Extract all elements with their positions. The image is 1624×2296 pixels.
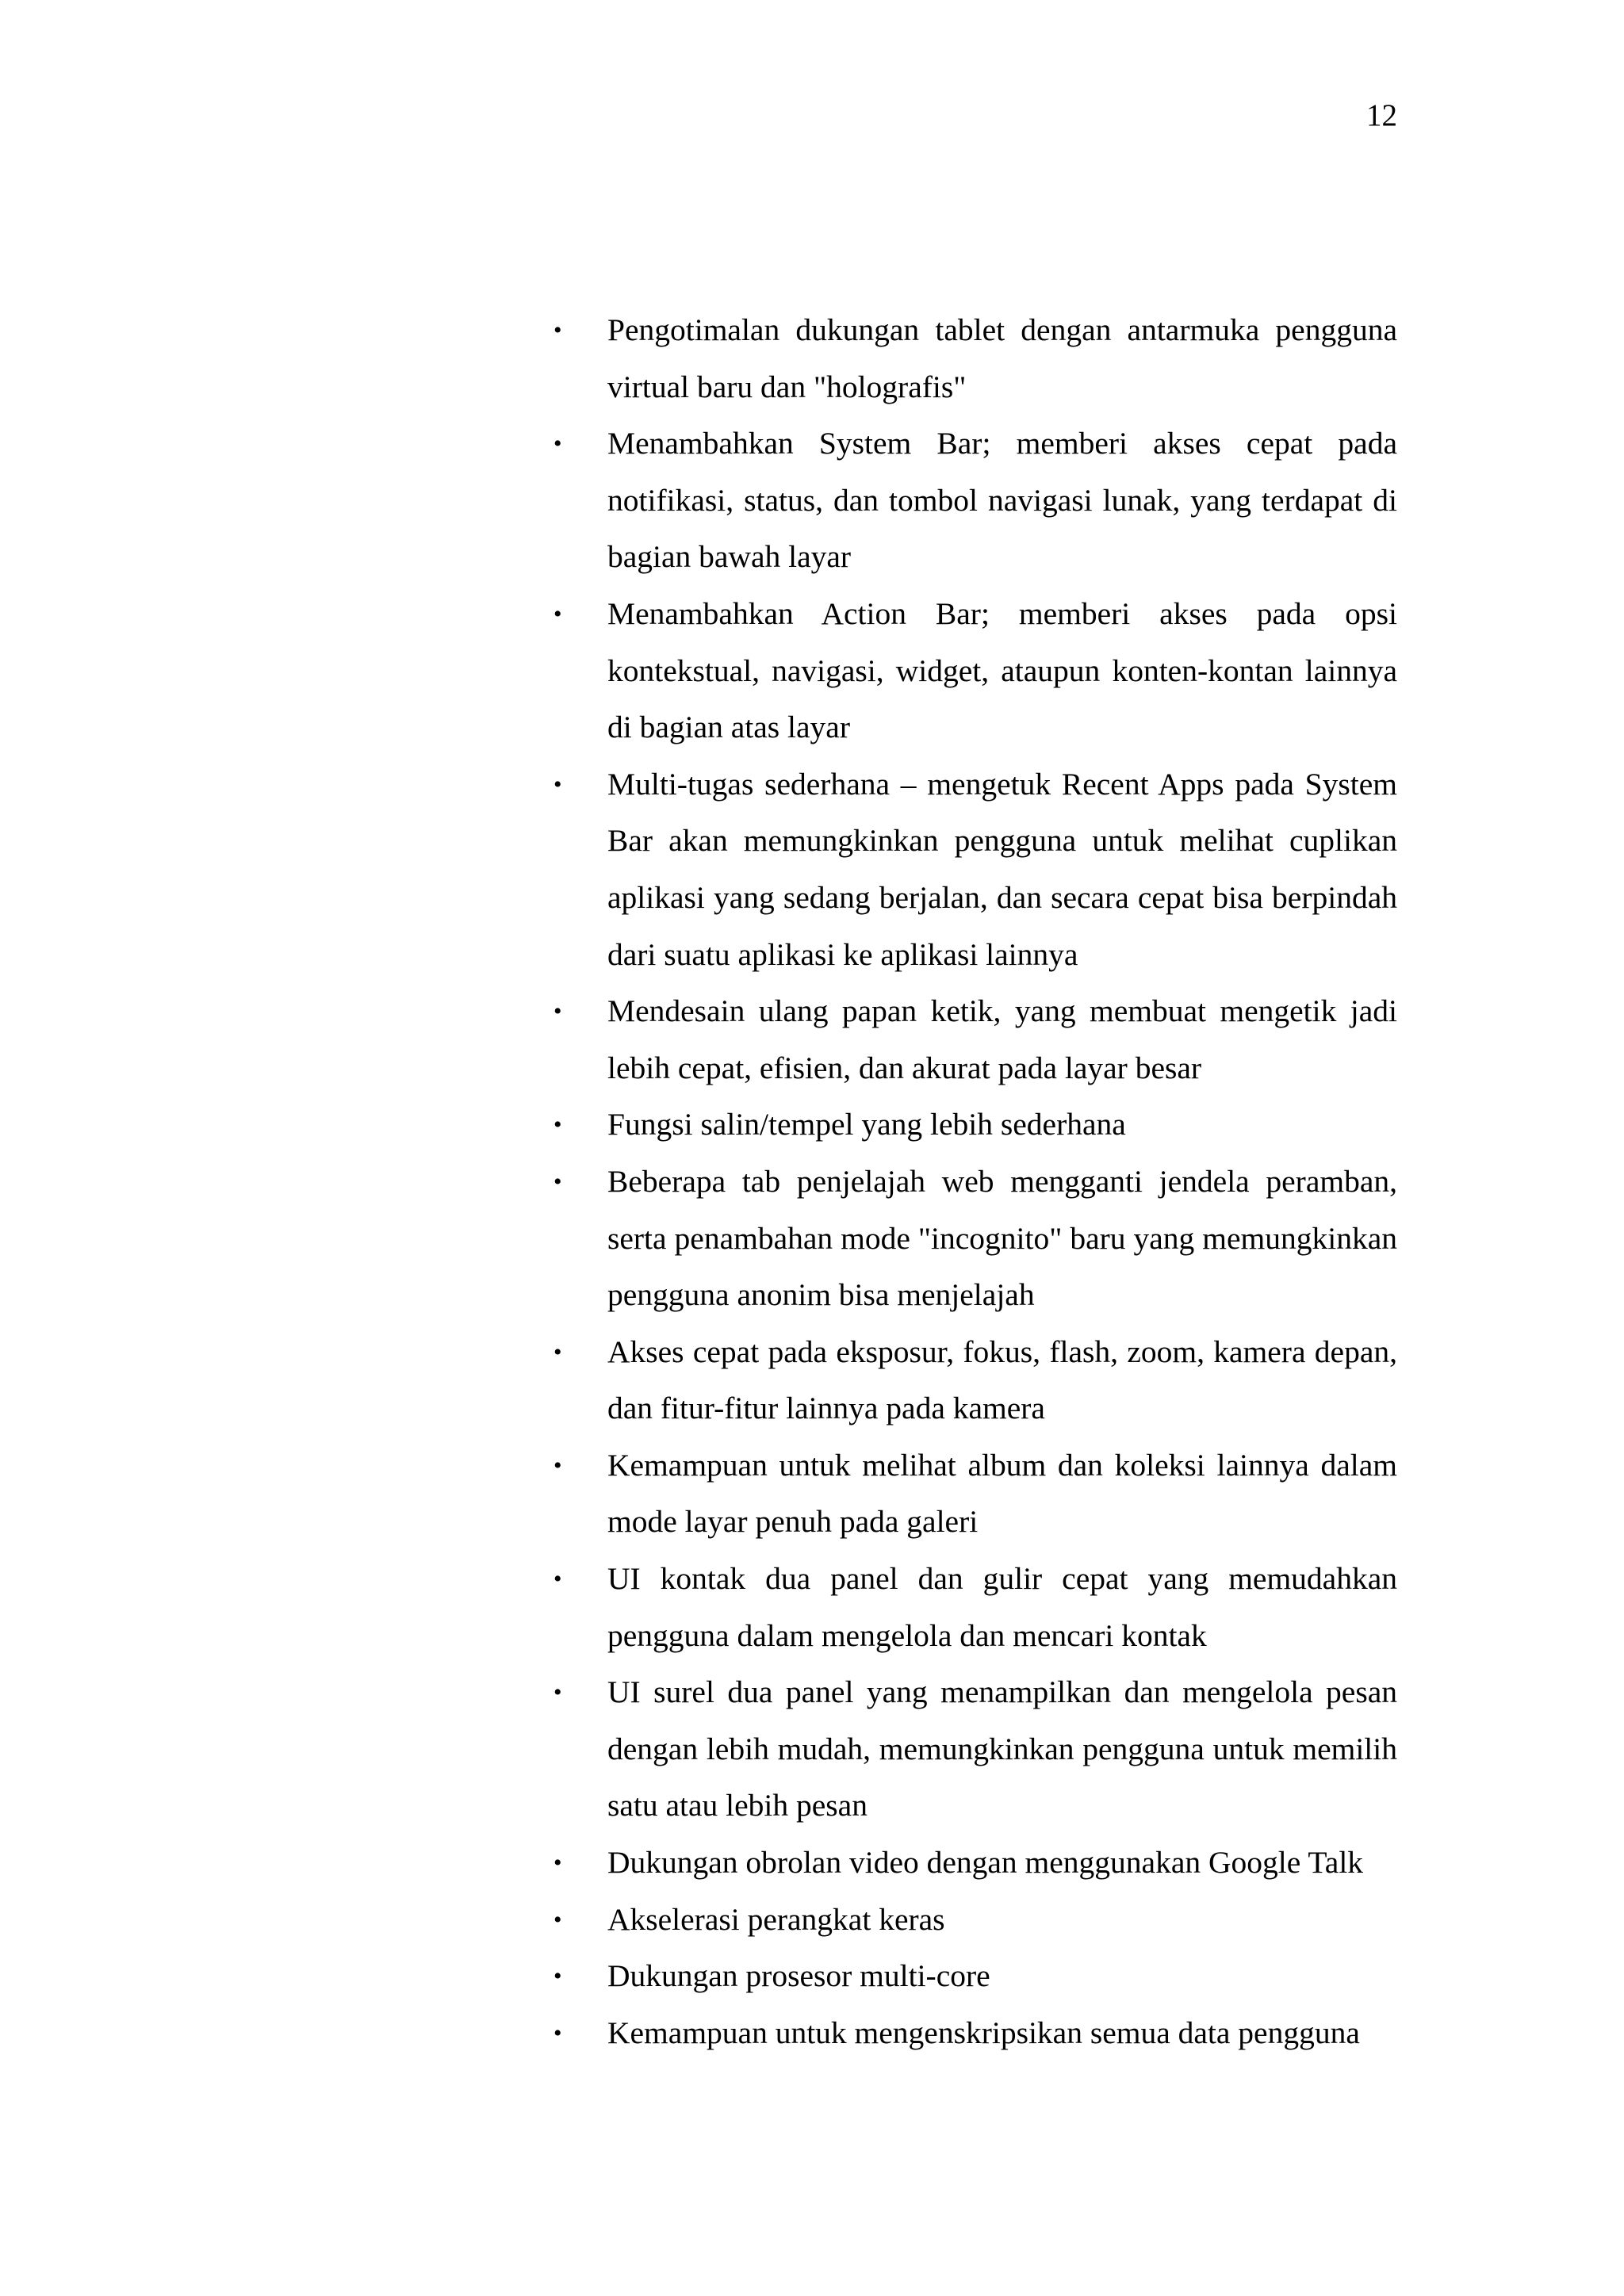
- list-item: [547, 1948, 1397, 2005]
- list-item: [547, 983, 1397, 1096]
- list-item-text: Dukungan prosesor multi-core: [607, 1958, 990, 1994]
- bullet-dot-icon: •: [553, 317, 562, 343]
- list-item-text: Mendesain ulang papan ketik, yang membuat mengetik jadi lebih cepat, efisien, dan akurat pada layar besar: [607, 993, 1397, 1085]
- bullet-dot-icon: •: [553, 1112, 562, 1138]
- bullet-dot-icon: •: [553, 1338, 562, 1365]
- bullet-dot-icon: •: [553, 430, 562, 457]
- bullet-dot-icon: •: [553, 1850, 562, 1877]
- list-item: [547, 302, 1397, 415]
- bullet-dot-icon: •: [553, 1168, 562, 1195]
- list-item-text: Akses cepat pada eksposur, fokus, flash, zoom, kamera depan, dan fitur-fitur lainnya pada kamera: [607, 1334, 1397, 1426]
- list-item: [547, 2005, 1397, 2062]
- bullet-dot-icon: •: [553, 1906, 562, 1933]
- list-item-text: Kemampuan untuk melihat album dan koleksi lainnya dalam mode layar penuh pada galeri: [607, 1447, 1397, 1540]
- list-item-text: UI kontak dua panel dan gulir cepat yang memudahkan pengguna dalam mengelola dan mencari kontak: [607, 1561, 1397, 1653]
- bullet-dot-icon: •: [553, 1679, 562, 1706]
- list-item: [547, 1437, 1397, 1551]
- list-item: [547, 756, 1397, 983]
- bullet-dot-icon: •: [553, 771, 562, 798]
- list-item-text: Multi-tugas sederhana – mengetuk Recent Apps pada System Bar akan memungkinkan pengguna untuk melihat cuplikan aplikasi yang sedang berjalan, dan secara cepat bisa berpindah dari suatu aplikasi ke aplikasi lainnya: [607, 766, 1397, 972]
- bullet-dot-icon: •: [553, 1963, 562, 1990]
- list-item: [547, 1664, 1397, 1835]
- list-item-text: Menambahkan System Bar; memberi akses cepat pada notifikasi, status, dan tombol navigasi lunak, yang terdapat di bagian bawah layar: [607, 426, 1397, 575]
- bullet-dot-icon: •: [553, 998, 562, 1025]
- list-item: [547, 1892, 1397, 1949]
- list-item-text: Menambahkan Action Bar; memberi akses pada opsi kontekstual, navigasi, widget, ataupun konten-kontan lainnya di bagian atas layar: [607, 595, 1397, 745]
- list-item-text: Akselerasi perangkat keras: [607, 1901, 945, 1937]
- bullet-dot-icon: •: [553, 1566, 562, 1593]
- feature-bullet-list: [547, 302, 1397, 2061]
- list-item-text: Beberapa tab penjelajah web mengganti jendela peramban, serta penambahan mode "incognito" baru yang memungkinkan pengguna anonim bisa menjelajah: [607, 1163, 1397, 1313]
- bullet-dot-icon: •: [553, 2019, 562, 2046]
- list-item: [547, 1154, 1397, 1324]
- bullet-dot-icon: •: [553, 1452, 562, 1479]
- list-item-text: Kemampuan untuk mengenskripsikan semua data pengguna: [607, 2015, 1360, 2050]
- list-item: [547, 1324, 1397, 1437]
- list-item-text: Fungsi salin/tempel yang lebih sederhana: [607, 1107, 1126, 1142]
- list-item: [547, 1551, 1397, 1664]
- list-item: [547, 1835, 1397, 1892]
- list-item: [547, 1096, 1397, 1154]
- list-item: [547, 415, 1397, 586]
- list-item-text: Dukungan obrolan video dengan menggunakan Google Talk: [607, 1845, 1364, 1881]
- bullet-dot-icon: •: [553, 600, 562, 627]
- list-item: [547, 586, 1397, 756]
- list-item-text: UI surel dua panel yang menampilkan dan mengelola pesan dengan lebih mudah, memungkinkan pengguna untuk memilih satu atau lebih pesan: [607, 1674, 1397, 1823]
- list-item-text: Pengotimalan dukungan tablet dengan antarmuka pengguna virtual baru dan "holografis": [607, 312, 1397, 404]
- page-number: 12: [1366, 98, 1397, 132]
